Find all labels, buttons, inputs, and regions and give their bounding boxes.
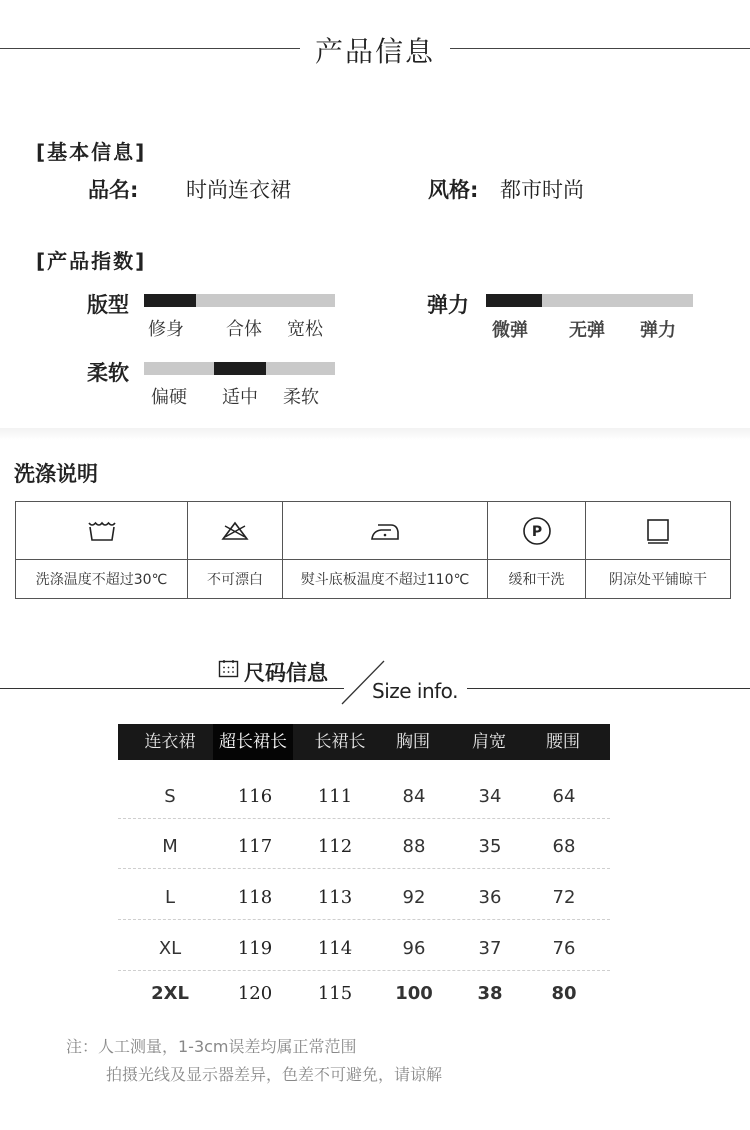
washing-cell: [586, 502, 730, 598]
size-cell: 72: [552, 887, 576, 908]
size-col-header-highlight: 超长裙长: [213, 724, 293, 760]
size-cell: 116: [237, 786, 273, 807]
size-col-header: 长裙长: [314, 732, 366, 752]
size-row-separator: [118, 919, 610, 920]
fit-index-bar: [144, 294, 335, 307]
size-col-header: 连衣裙: [144, 732, 196, 752]
size-cell: 112: [317, 836, 353, 857]
size-cell: 2XL: [151, 983, 189, 1004]
basic-info-label: [基本信息]: [36, 140, 147, 164]
softness-index-indicator: [214, 362, 266, 375]
washing-table: [15, 501, 731, 599]
size-row-separator: [118, 818, 610, 819]
size-info-subtitle: Size info.: [372, 679, 458, 703]
line-dry-shade-icon: [586, 502, 730, 560]
style-value: 都市时尚: [500, 178, 584, 202]
size-cell: 76: [552, 938, 576, 959]
size-cell: 92: [402, 887, 426, 908]
fit-index-indicator: [144, 294, 196, 307]
product-name-key: 品名:: [88, 178, 139, 202]
ruler-grid-icon: [218, 659, 240, 679]
size-cell: 114: [317, 938, 353, 959]
washing-cell: [16, 502, 188, 598]
fit-level-2: 合体: [226, 319, 262, 340]
size-cell: 64: [552, 786, 576, 807]
size-cell: 35: [478, 836, 502, 857]
section-divider-shade: [0, 428, 750, 440]
elasticity-index-name: 弹力: [427, 293, 469, 317]
product-index-label: [产品指数]: [36, 249, 147, 273]
washing-cell: [488, 502, 586, 598]
size-cell: 118: [237, 887, 273, 908]
fit-level-1: 修身: [148, 319, 184, 340]
elasticity-level-1: 微弹: [492, 320, 528, 341]
size-col-header: 腰围: [546, 732, 580, 752]
washing-text: 熨斗底板温度不超过110℃: [300, 572, 470, 588]
size-rule-right: [467, 688, 750, 689]
iron-icon: [283, 502, 487, 560]
page-title: 产品信息: [314, 35, 435, 68]
size-cell: 113: [317, 887, 353, 908]
size-cell: 37: [478, 938, 502, 959]
style-key: 风格:: [428, 178, 479, 202]
elasticity-index-indicator: [486, 294, 542, 307]
size-cell: 68: [552, 836, 576, 857]
softness-index-name: 柔软: [87, 361, 129, 385]
header-rule-right: [450, 48, 750, 49]
size-col-header: 肩宽: [472, 732, 506, 752]
size-cell: 80: [551, 983, 577, 1004]
size-cell: M: [162, 836, 178, 857]
size-cell: 117: [237, 836, 273, 857]
dry-clean-letter: P: [531, 523, 542, 540]
softness-level-1: 偏硬: [151, 387, 187, 408]
size-cell: 111: [317, 786, 353, 807]
size-cell: 119: [237, 938, 273, 959]
elasticity-level-2: 无弹: [569, 320, 605, 341]
fit-level-3: 宽松: [287, 319, 323, 340]
size-cell: 115: [317, 983, 353, 1004]
size-cell: 96: [402, 938, 426, 959]
size-cell: 100: [395, 983, 433, 1004]
no-bleach-icon: [188, 502, 282, 560]
size-cell: XL: [158, 938, 182, 959]
washing-title: 洗涤说明: [14, 462, 98, 486]
size-rule-left: [0, 688, 344, 689]
washing-text: 阴凉处平铺晾干: [609, 572, 707, 588]
elasticity-index-bar: [486, 294, 693, 307]
size-cell: L: [164, 887, 176, 908]
size-cell: 36: [478, 887, 502, 908]
washing-text: 洗涤温度不超过30℃: [35, 572, 168, 588]
size-table-header: [118, 724, 610, 760]
softness-level-3: 柔软: [283, 387, 319, 408]
size-cell: 120: [237, 983, 273, 1004]
washing-cell: [283, 502, 488, 598]
fit-index-name: 版型: [87, 293, 129, 317]
size-cell: 38: [477, 983, 503, 1004]
note-line-2: 拍摄光线及显示器差异，色差不可避免，请谅解: [106, 1065, 443, 1084]
wash-30-icon: [16, 502, 187, 560]
size-row-separator: [118, 868, 610, 869]
softness-index-bar: [144, 362, 335, 375]
washing-text: 不可漂白: [207, 572, 263, 588]
product-name-value: 时尚连衣裙: [186, 178, 291, 202]
dry-clean-p-icon: [488, 502, 585, 560]
header-rule-left: [0, 48, 300, 49]
washing-cell: [188, 502, 283, 598]
size-col-header: 胸围: [396, 732, 430, 752]
size-cell: S: [164, 786, 176, 807]
softness-level-2: 适中: [222, 387, 258, 408]
size-cell: 34: [478, 786, 502, 807]
size-cell: 88: [402, 836, 426, 857]
size-info-title: 尺码信息: [244, 661, 328, 685]
elasticity-level-3: 弹力: [640, 320, 676, 341]
size-cell: 84: [402, 786, 426, 807]
size-row-separator: [118, 970, 610, 971]
note-line-1: 注：人工测量，1-3cm误差均属正常范围: [66, 1037, 357, 1056]
washing-text: 缓和干洗: [508, 572, 565, 588]
